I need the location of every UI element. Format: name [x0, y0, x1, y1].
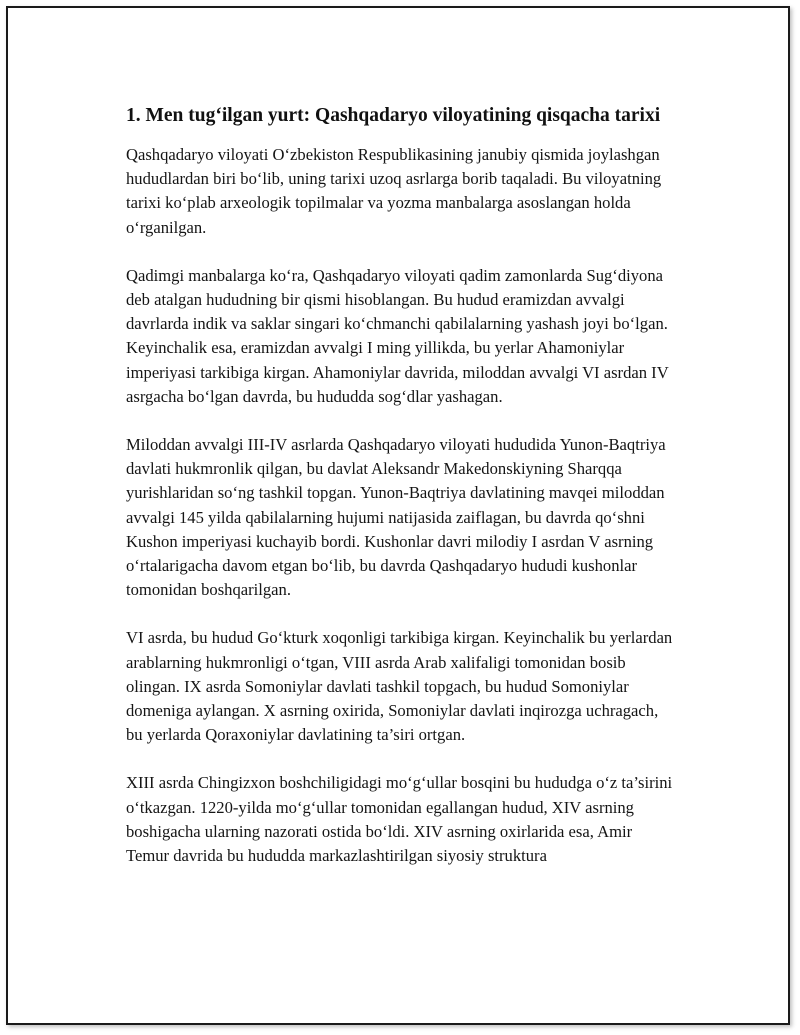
document-page [6, 6, 790, 1025]
paragraph: Qadimgi manbalarga ko‘ra, Qashqadaryo viloyati qadim zamonlarda Sug‘diyona deb atalgan hududning bir qismi hisoblangan. Bu hudud eramizdan avvalgi davrlarda indik va saklar singari ko‘chmanchi qabilalarning yashash joyi bo‘lgan. Keyinchalik esa, eramizdan avvalgi I ming yillikda, bu yerlar Ahamoniylar imperiyasi tarkibiga kirgan. Ahamoniylar davrida, miloddan avvalgi VI asrdan IV asrgacha bo‘lgan davrda, bu hududda sog‘dlar yashagan. [126, 265, 669, 406]
document-title: 1. Men tug‘ilgan yurt: Qashqadaryo viloyatining qisqacha tarixi [126, 105, 661, 126]
paragraph: XIII asrda Chingizxon boshchiligidagi mo‘g‘ullar bosqini bu hududga o‘z ta’sirini o‘tkazgan. 1220-yilda mo‘g‘ullar tomonidan egallangan hudud, XIV asrning boshigacha ularning nazorati ostida bo‘ldi. XIV asrning oxirlarida esa, Amir Temur davrida bu hududda markazlashtirilgan siyosiy struktura [126, 773, 673, 866]
paragraph: VI asrda, bu hudud Go‘kturk xoqonligi tarkibiga kirgan. Keyinchalik bu yerlardan arablarning hukmronligi o‘tgan, VIII asrda Arab xalifaligi tomonidan bosib olingan. IX asrda Somoniylar davlati tashkil topgach, bu hudud Somoniylar domeniga aylangan. X asrning oxirida, Somoniylar davlati inqirozga uchragach, bu yerlarda Qoraxoniylar davlatining ta’siri ortgan. [126, 628, 673, 745]
paragraph: Qashqadaryo viloyati O‘zbekiston Respublikasining janubiy qismida joylashgan hududlardan biri bo‘lib, uning tarixi uzoq asrlarga borib taqaladi. Bu viloyatning tarixi ko‘plab arxeologik topilmalar va yozma manbalarga asoslangan holda o‘rganilgan. [126, 145, 662, 237]
paragraph: Miloddan avvalgi III-IV asrlarda Qashqadaryo viloyati hududida Yunon-Baqtriya davlati hukmronlik qilgan, bu davlat Aleksandr Makedonskiyning Sharqqa yurishlaridan so‘ng tashkil topgan. Yunon-Baqtriya davlatining mavqei miloddan avvalgi 145 yilda qabilalarning hujumi natijasida zaiflagan, bu davrda qo‘shni Kushon imperiyasi kuchayib bordi. Kushonlar davri milodiy I asrdan V asrning o‘rtalarigacha davom etgan bo‘lib, bu davrda Qashqadaryo hududi kushonlar tomonidan boshqarilgan. [126, 435, 666, 600]
document-body [126, 102, 676, 892]
